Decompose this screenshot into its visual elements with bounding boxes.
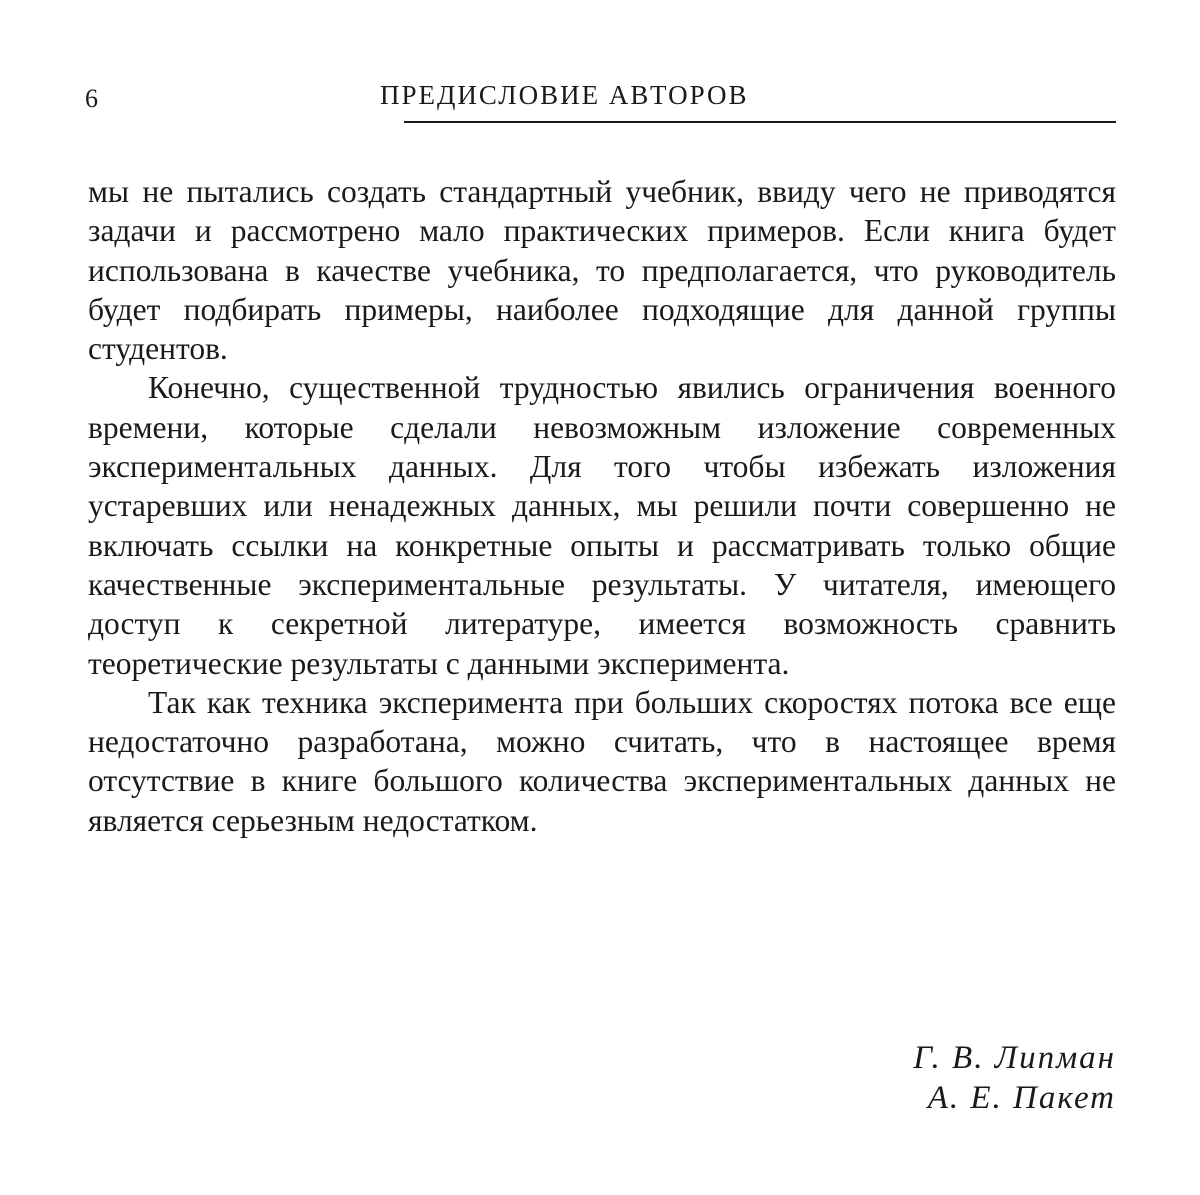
paragraph-3: Так как техника эксперимента при больших скоростях потока все еще недостаточно разработана, можно считать, что в настоящее время отсутствие в книге большого количества экспериментальных данных не является серьезным недостатком. xyxy=(88,684,1116,838)
signature-author-1: Г. В. Липман xyxy=(913,1040,1116,1076)
paragraph-2: Конечно, существенной трудностью явились ограничения военного времени, которые сделали невозможным изложение современных экспериментальных данных. Для того чтобы избежать изложения устаревших или ненадежных данных, мы решили почти совершенно не включать ссылки на конкретные опыты и рассматривать только общие качественные экспериментальные результаты. У читателя, имеющего доступ к секретной литературе, имеется возможность сравнить теоретические результаты с данными эксперимента. xyxy=(88,370,1116,681)
body-text xyxy=(88,172,1116,840)
signatures xyxy=(913,1038,1116,1118)
header-rule xyxy=(404,121,1116,123)
page-number: 6 xyxy=(85,84,98,113)
signature-author-2: А. Е. Пакет xyxy=(927,1080,1116,1116)
paragraph-1: мы не пытались создать стандартный учебник, ввиду чего не приводятся задачи и рассмотрено мало практических примеров. Если книга будет использована в качестве учебника, то предполагается, что руководитель будет подбирать примеры, наиболее подходящие для данной группы студентов. xyxy=(88,174,1116,367)
running-title: ПРЕДИСЛОВИЕ АВТОРОВ xyxy=(380,80,749,110)
